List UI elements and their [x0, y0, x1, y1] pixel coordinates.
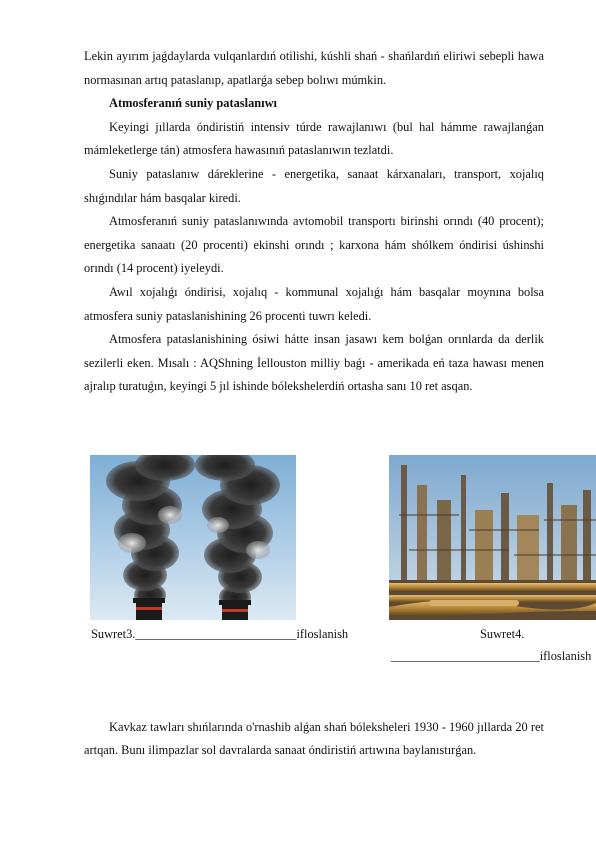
body-text-top	[84, 45, 544, 399]
paragraph-7: Kavkaz tawları shıńlarında o'rnashib alǵan shań bóleksheleri 1930 - 1960 jıllarda 20 ret artqan. Bunı ilimpazlar sol davralarda sanaat óndiristiń artıwına baylanıstırǵan.	[84, 720, 544, 757]
paragraph-5: Awıl xojalıǵı óndirisi, xojalıq - kommunal xojalıǵı hám basqalar moynına bolsa atmosfera suniy pataslanishining 26 procenti tuwrı keledi.	[84, 284, 544, 323]
refinery-photo	[389, 455, 596, 620]
figure-4-caption: ________________________ifloslanish	[391, 649, 592, 663]
section-heading: Atmosferanıń suniy pataslanıwı	[109, 96, 277, 111]
paragraph-3: Suniy pataslanıw dáreklerine - energetika, sanaat kárxanaları, transport, xojalıq shıǵındılar hám basqalar kiredi.	[84, 166, 544, 205]
smokestacks-photo	[90, 455, 296, 620]
paragraph-2: Keyingi jıllarda óndiristiń intensiv túrde rawajlanıwı (bul hal hámme rawajlanǵan mámleketlerge tán) atmosfera hawasınıń pataslanıwın tezlatdi.	[84, 119, 544, 158]
paragraph-1: Lekin ayırım jaǵdaylarda vulqanlardıń otilishi, kúshli shań - shańlardıń eliriwi sebepli hawa normasınan artıq pataslanıp, apatlarǵa sebep bolıwı múmkin.	[84, 49, 544, 87]
pipelines	[389, 583, 596, 615]
paragraph-6: Atmosfera pataslanishining ósiwi hátte insan jasawı kem bolǵan orınlarda da derlik sezilerli eken. Mısalı : AQShning İellouston milliy baǵı - amerikada eń taza hawası menen ajralıp turatuǵın, keyingi 5 jıl ishinde bólekshelerdiń ortasha sanı 10 ret asqan.	[84, 332, 544, 394]
paragraph-4: Atmosferanıń suniy pataslanıwında avtomobil transportı birinshi orındı (40 procent); energetika sanaatı (20 procenti) ekinshi orındı ; karxona hám shólkem óndirisi úshinshi orındı (14 procent) iyeleydi.	[84, 214, 544, 276]
figure-4-label: Suwret4.	[480, 627, 525, 641]
figure-3-caption: Suwret3.__________________________ifloslanish	[91, 627, 349, 641]
body-text-bottom	[84, 716, 544, 762]
